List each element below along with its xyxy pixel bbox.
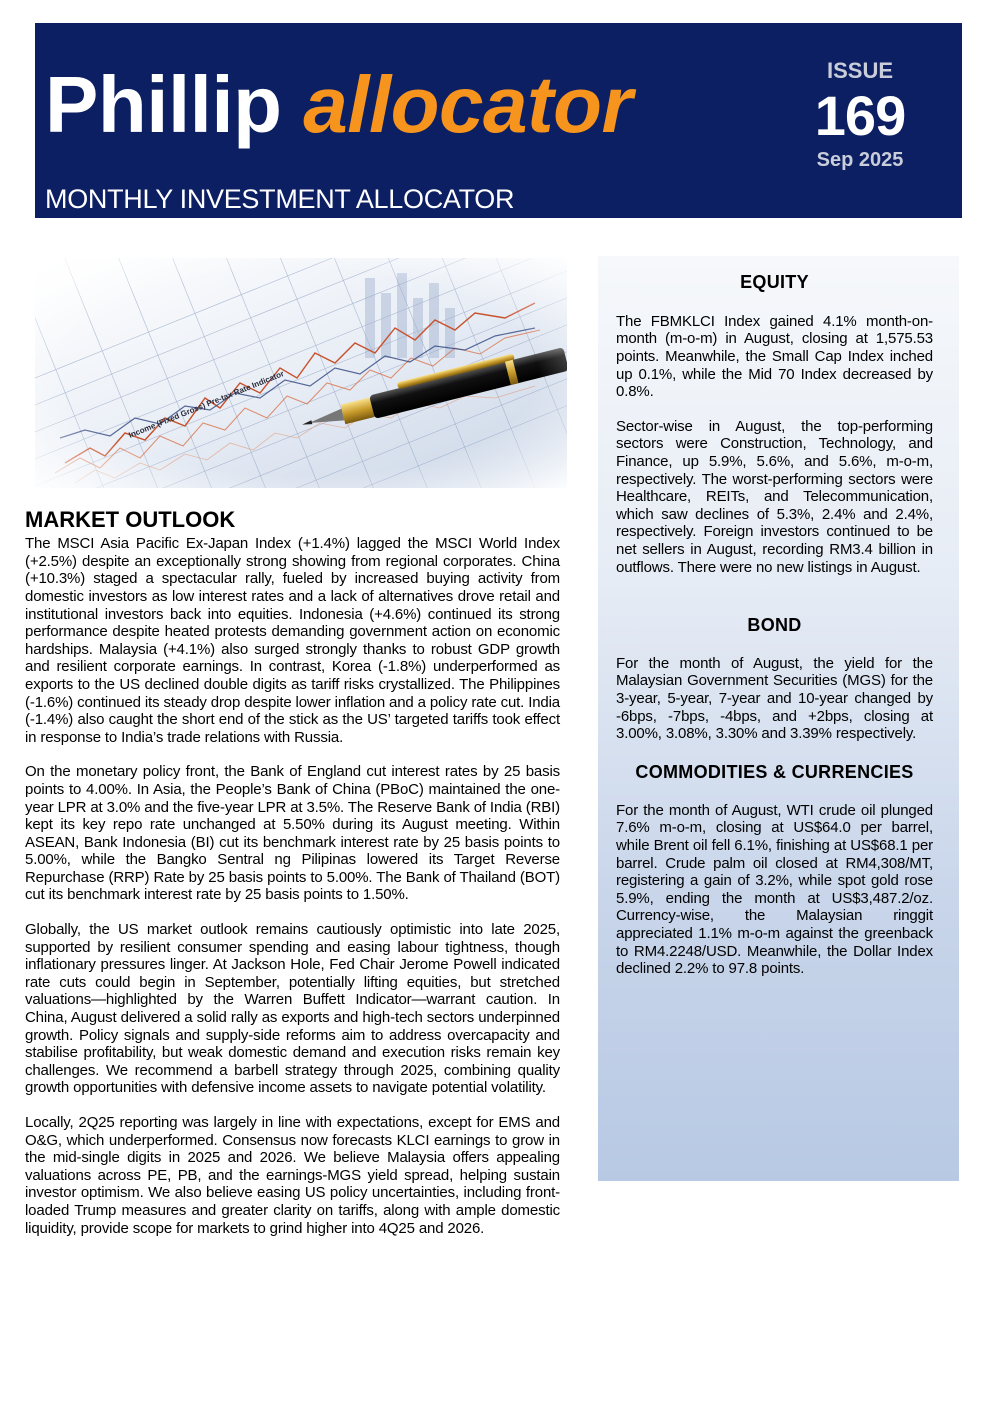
publication-title bbox=[45, 60, 633, 149]
market-outlook-section bbox=[25, 508, 560, 1254]
publication-subtitle: MONTHLY INVESTMENT ALLOCATOR bbox=[45, 184, 515, 214]
market-outlook-paragraph: On the monetary policy front, the Bank of England cut interest rates by 25 basis points to 4.00%. In Asia, the People’s Bank of China (PBoC) maintained the one-year LPR at 3.0% and the five-year LPR at 3.5%. The Reserve Bank of India (RBI) kept its key repo rate unchanged at 5.50% during its August meeting. Within ASEAN, Bank Indonesia (BI) cut its benchmark interest rate by 25 basis points to 5.00%, while the Bangko Sentral ng Pilipinas lowered its Target Reverse Repurchase (RRP) Rate by 25 basis points to 5.00%. The Bank of Thailand (BOT) cut its benchmark interest rate by 25 basis points to 1.50%. bbox=[25, 763, 560, 904]
commodities-paragraph: For the month of August, WTI crude oil plunged 7.6% m-o-m, closing at US$64.0 per barrel, while Brent oil fell 6.1%, finishing at US$68.1 per barrel. Crude palm oil closed at RM4,308/MT, registering a gain of 3.2%, while spot gold rose 5.9%, ending the month at US$3,487.2/oz. Currency-wise, the Malaysian ringgit appreciated 1.1% m-o-m against the greenback to RM4.2248/USD. Meanwhile, the Dollar Index declined 2.2% to 97.8 points. bbox=[616, 801, 933, 978]
title-phillip: Phillip bbox=[45, 60, 282, 149]
commodities-section bbox=[616, 763, 933, 995]
equity-paragraph: The FBMKLCI Index gained 4.1% month-on-month (m-o-m) in August, closing at 1,575.53 points. Meanwhile, the Small Cap Index inched up 0.1%, while the Mid 70 Index decreased by 0.8%. bbox=[616, 312, 933, 401]
market-outlook-heading: MARKET OUTLOOK bbox=[25, 507, 236, 532]
equity-heading: EQUITY bbox=[740, 272, 809, 292]
bond-heading: BOND bbox=[747, 615, 802, 635]
market-outlook-paragraph: Globally, the US market outlook remains cautiously optimistic into late 2025, supported by resilient consumer spending and easing labour tightness, though inflationary pressures linger. At Jackson Hole, Fed Chair Jerome Powell indicated rate cuts could begin in September, potentially lifting equities, but stretched valuations—highlighted by the Warren Buffett Indicator—warrant caution. In China, August delivered a solid rally as exports and high-tech sectors underpinned growth. Policy signals and supply-side reforms aim to address overcapacity and stabilise profitability, but weak domestic demand and execution risks remain key challenges. We recommend a barbell strategy through 2025, combining quality growth opportunities with defensive income assets to navigate potential volatility. bbox=[25, 921, 560, 1097]
bond-section bbox=[616, 616, 933, 760]
title-allocator: allocator bbox=[303, 60, 633, 149]
sidebar-panel bbox=[598, 256, 959, 1181]
issue-date: Sep 2025 bbox=[816, 149, 904, 171]
financial-chart-pen-photo bbox=[35, 258, 567, 488]
header-banner bbox=[35, 23, 962, 218]
bond-paragraph: For the month of August, the yield for the Malaysian Government Securities (MGS) for the 3-year, 5-year, 7-year and 10-year changed by -6bps, -7bps, -4bps, and +2bps, closing at 3.00%, 3.08%, 3.30% and 3.39% respectively. bbox=[616, 654, 933, 743]
commodities-heading: COMMODITIES & CURRENCIES bbox=[635, 762, 914, 782]
equity-paragraph: Sector-wise in August, the top-performing sectors were Construction, Technology, and Finance, up 5.9%, 5.6%, and 5.6%, m-o-m, respectively. The worst-performing sectors were Healthcare, REITs, and Telecommunication, which saw declines of 5.3%, 2.4% and 2.4%, respectively. Foreign investors continued to be net sellers in August, recording RM3.4 billion in outflows. There were no new listings in August. bbox=[616, 417, 933, 576]
equity-section bbox=[616, 273, 933, 593]
market-outlook-paragraph: The MSCI Asia Pacific Ex-Japan Index (+1.4%) lagged the MSCI World Index (+2.5%) despite an exceptionally strong showing from regional corporates. China (+10.3%) staged a spectacular rally, fueled by increased buying activity from domestic investors as low interest rates and a lack of alternatives drove retail and institutional investors back into equities. Indonesia (+4.6%) continued its strong performance despite heated protests demanding government action on economic hardships. Malaysia (+4.1%) also surged strongly thanks to robust GDP growth and resilient corporate earnings. In contrast, Korea (-1.8%) underperformed as exports to the US declined double digits as tariff risks crystallized. The Philippines (-1.6%) continued its steady drop despite lower inflation and a policy rate cut. India (-1.4%) also caught the short end of the stick as the US’ targeted tariffs took effect in response to India’s trade relations with Russia. bbox=[25, 535, 560, 746]
issue-block bbox=[800, 60, 920, 170]
issue-label: ISSUE bbox=[826, 58, 894, 83]
market-outlook-paragraph: Locally, 2Q25 reporting was largely in line with expectations, except for EMS and O&G, which underperformed. Consensus now forecasts KLCI earnings to grow in the mid-single digits in 2025 and 2026. We believe Malaysia offers appealing valuations across PE, PB, and the earnings-MGS yield spread, helping sustain investor optimism. We also believe easing US policy uncertainties, including front-loaded Trump measures and greater clarity on tariffs, along with ample domestic liquidity, provide scope for markets to grind higher into 4Q25 and 2026. bbox=[25, 1114, 560, 1237]
issue-number: 169 bbox=[814, 84, 906, 147]
